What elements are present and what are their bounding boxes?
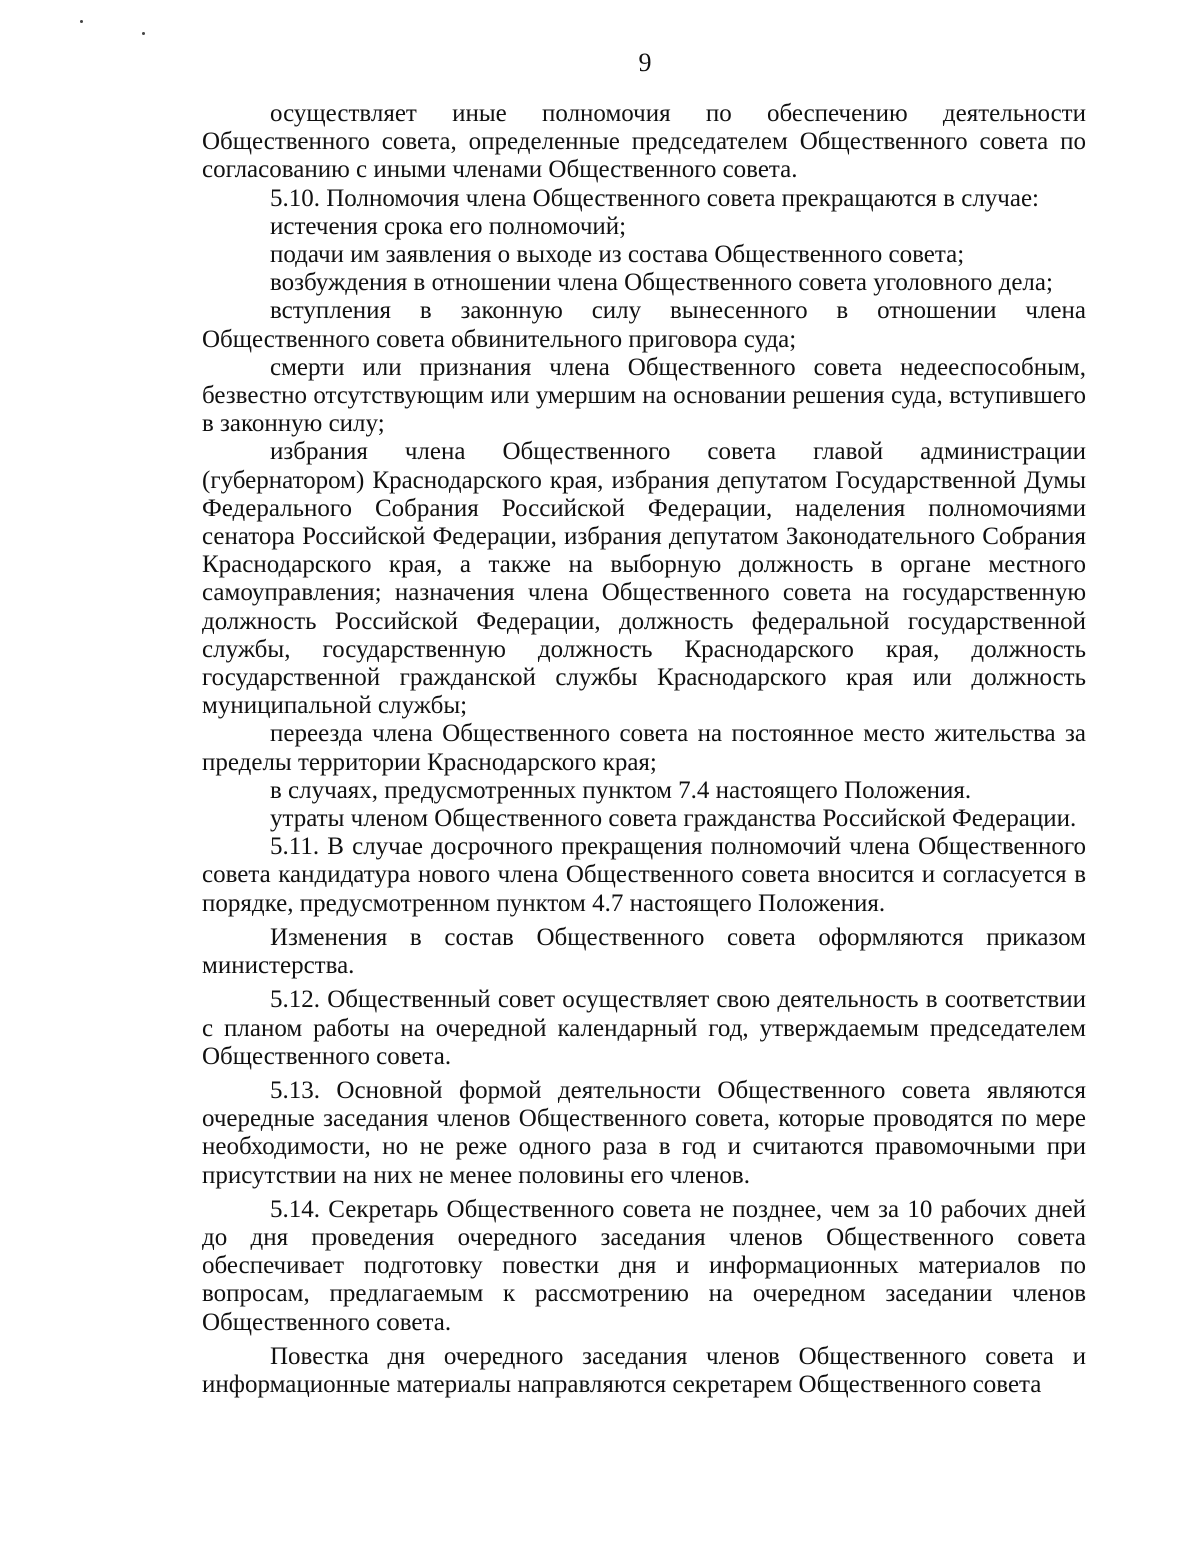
paragraph-composition-changes: Изменения в состав Общественного совета оформляются приказом министерства. <box>202 923 1086 980</box>
paragraph-5-11: 5.11. В случае досрочного прекращения полномочий члена Общественного совета кандидатура нового члена Общественного совета вносится и согласуется в порядке, предусмотренном пунктом 4.7 настоящего Положения. <box>202 833 1086 917</box>
paragraph-cases-7-4: в случаях, предусмотренных пунктом 7.4 настоящего Положения. <box>270 776 972 804</box>
paragraph-criminal-case: возбуждения в отношении члена Общественного совета уголовного дела; <box>270 269 1053 297</box>
paragraph-citizenship-loss: утраты членом Общественного совета гражданства Российской Федерации. <box>270 805 1077 833</box>
document-body <box>202 100 1086 1399</box>
paragraph-5-10: 5.10. Полномочия члена Общественного совета прекращаются в случае: <box>270 184 1040 212</box>
paragraph-5-13: 5.13. Основной формой деятельности Общественного совета являются очередные заседания членов Общественного совета, которые проводятся по мере необходимости, но не реже одного раза в год и считаются правомочными при присутствии на них не менее половины его членов. <box>202 1076 1086 1189</box>
paragraph-death-incapacity: смерти или признания члена Общественного совета недееспособным, безвестно отсутствующим или умершим на основании решения суда, вступившего в законную силу; <box>202 353 1086 438</box>
scan-speck <box>80 20 83 23</box>
paragraph-continuation: осуществляет иные полномочия по обеспечению деятельности Общественного совета, определенные председателем Общественного совета по согласованию с иными членами Общественного совета. <box>202 100 1086 184</box>
paragraph-election-appointment: избрания члена Общественного совета главой администрации (губернатором) Краснодарского края, избрания депутатом Государственной Думы Федерального Собрания Российской Федерации, наделения полномочиями сенатора Российской Федерации, избрания депутатом Законодательного Собрания Краснодарского края, а также на выборную должность в органе местного самоуправления; назначения члена Общественного совета на государственную должность Российской Федерации, должность федеральной государственной службы, государственную должность Краснодарского края, должность государственной гражданской службы Краснодарского края или должность муниципальной службы; <box>202 438 1086 720</box>
paragraph-resignation: подачи им заявления о выходе из состава Общественного совета; <box>270 241 965 269</box>
scan-speck <box>142 32 145 35</box>
paragraph-5-14: 5.14. Секретарь Общественного совета не позднее, чем за 10 рабочих дней до дня проведения очередного заседания членов Общественного совета обеспечивает подготовку повестки дня и информационных материалов по вопросам, предлагаемым к рассмотрению на очередном заседании членов Общественного совета. <box>202 1195 1086 1336</box>
page-number: 9 <box>638 48 652 77</box>
paragraph-relocation: переезда члена Общественного совета на постоянное место жительства за пределы территории Краснодарского края; <box>202 720 1086 776</box>
paragraph-term-expiry: истечения срока его полномочий; <box>270 212 627 240</box>
paragraph-conviction: вступления в законную силу вынесенного в отношении члена Общественного совета обвинительного приговора суда; <box>202 297 1086 353</box>
paragraph-agenda: Повестка дня очередного заседания членов Общественного совета и информационные материалы направляются секретарем Общественного совета <box>202 1342 1086 1398</box>
paragraph-5-12: 5.12. Общественный совет осуществляет свою деятельность в соответствии с планом работы на очередной календарный год, утверждаемым председателем Общественного совета. <box>202 986 1086 1070</box>
